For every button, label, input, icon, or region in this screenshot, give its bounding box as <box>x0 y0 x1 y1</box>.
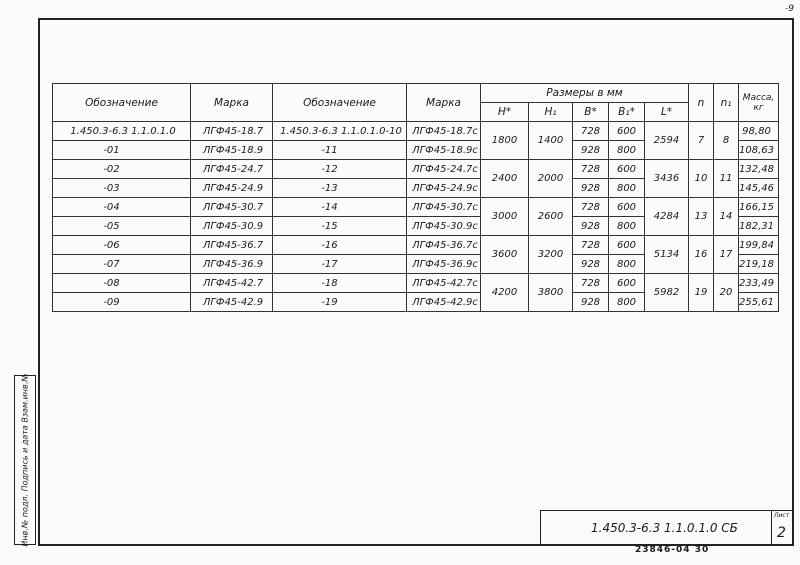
cell-n1: 14 <box>714 198 739 236</box>
archive-number: 23846-04 30 <box>635 545 710 555</box>
cell-massa: 166,15 <box>739 198 779 217</box>
cell-marka: ЛГФ45-24.7 <box>191 160 273 179</box>
title-block <box>540 510 794 546</box>
cell-n1: 20 <box>714 274 739 312</box>
cell-oboznachenie-2: -19 <box>273 293 407 312</box>
cell-marka: ЛГФ45-24.9 <box>191 179 273 198</box>
cell-B1: 600 <box>609 160 645 179</box>
cell-marka: ЛГФ45-36.9 <box>191 255 273 274</box>
cell-H: 3600 <box>481 236 529 274</box>
header-massa: Масса, кг <box>739 84 779 122</box>
cell-B: 728 <box>573 122 609 141</box>
cell-marka-2: ЛГФ45-18.7с <box>407 122 481 141</box>
cell-n: 13 <box>689 198 714 236</box>
cell-B: 728 <box>573 274 609 293</box>
cell-B1: 800 <box>609 179 645 198</box>
cell-oboznachenie: -06 <box>53 236 191 255</box>
table-body <box>53 122 779 312</box>
cell-massa: 182,31 <box>739 217 779 236</box>
cell-oboznachenie-2: 1.450.3-6.3 1.1.0.1.0-10 <box>273 122 407 141</box>
cell-marka-2: ЛГФ45-24.9с <box>407 179 481 198</box>
sheet-box <box>771 511 793 545</box>
header-L: L* <box>645 103 689 122</box>
cell-n1: 17 <box>714 236 739 274</box>
cell-L: 5982 <box>645 274 689 312</box>
cell-marka-2: ЛГФ45-30.7с <box>407 198 481 217</box>
cell-oboznachenie: -09 <box>53 293 191 312</box>
header-H1: H₁ <box>529 103 573 122</box>
cell-oboznachenie: -07 <box>53 255 191 274</box>
header-razmery: Размеры в мм <box>481 84 689 103</box>
sheet-label: Лист <box>774 512 790 519</box>
cell-marka: ЛГФ45-36.7 <box>191 236 273 255</box>
cell-massa: 145,46 <box>739 179 779 198</box>
cell-oboznachenie: -08 <box>53 274 191 293</box>
cell-B1: 800 <box>609 255 645 274</box>
cell-B: 728 <box>573 236 609 255</box>
document-code: 1.450.3-6.3 1.1.0.1.0 СБ <box>591 521 738 535</box>
cell-H: 4200 <box>481 274 529 312</box>
side-stamp-text: Инв.№ подл. Подпись и дата Взам.инв.№ <box>20 373 30 547</box>
cell-oboznachenie-2: -16 <box>273 236 407 255</box>
cell-H1: 3200 <box>529 236 573 274</box>
cell-marka: ЛГФ45-30.7 <box>191 198 273 217</box>
cell-oboznachenie: -02 <box>53 160 191 179</box>
header-oboznachenie: Обозначение <box>53 84 191 122</box>
cell-marka-2: ЛГФ45-24.7с <box>407 160 481 179</box>
cell-B: 928 <box>573 179 609 198</box>
header-n1: n₁ <box>714 84 739 122</box>
specification-table <box>52 83 779 312</box>
header-B: B* <box>573 103 609 122</box>
corner-mark: -9 <box>785 4 794 14</box>
cell-marka: ЛГФ45-18.7 <box>191 122 273 141</box>
cell-n: 16 <box>689 236 714 274</box>
cell-massa: 219,18 <box>739 255 779 274</box>
cell-oboznachenie: -05 <box>53 217 191 236</box>
cell-H: 2400 <box>481 160 529 198</box>
cell-L: 2594 <box>645 122 689 160</box>
table-row <box>53 274 779 293</box>
table-row <box>53 236 779 255</box>
cell-oboznachenie-2: -14 <box>273 198 407 217</box>
side-stamp <box>14 375 36 545</box>
cell-massa: 199,84 <box>739 236 779 255</box>
cell-H1: 1400 <box>529 122 573 160</box>
cell-B1: 800 <box>609 217 645 236</box>
cell-n: 10 <box>689 160 714 198</box>
cell-B1: 600 <box>609 236 645 255</box>
cell-B: 928 <box>573 141 609 160</box>
cell-oboznachenie-2: -11 <box>273 141 407 160</box>
cell-L: 5134 <box>645 236 689 274</box>
cell-marka: ЛГФ45-42.7 <box>191 274 273 293</box>
cell-n: 19 <box>689 274 714 312</box>
cell-marka: ЛГФ45-30.9 <box>191 217 273 236</box>
header-marka: Марка <box>191 84 273 122</box>
cell-oboznachenie: 1.450.3-6.3 1.1.0.1.0 <box>53 122 191 141</box>
cell-oboznachenie-2: -15 <box>273 217 407 236</box>
cell-oboznachenie-2: -12 <box>273 160 407 179</box>
cell-H: 3000 <box>481 198 529 236</box>
cell-B: 728 <box>573 198 609 217</box>
cell-massa: 255,61 <box>739 293 779 312</box>
cell-B: 928 <box>573 217 609 236</box>
cell-B1: 800 <box>609 293 645 312</box>
table-row <box>53 198 779 217</box>
cell-oboznachenie: -03 <box>53 179 191 198</box>
cell-n1: 11 <box>714 160 739 198</box>
cell-B1: 600 <box>609 198 645 217</box>
sheet-number: 2 <box>777 525 786 541</box>
cell-oboznachenie: -01 <box>53 141 191 160</box>
cell-B1: 600 <box>609 274 645 293</box>
table-row <box>53 122 779 141</box>
cell-B1: 800 <box>609 141 645 160</box>
cell-marka-2: ЛГФ45-36.9с <box>407 255 481 274</box>
cell-massa: 98,80 <box>739 122 779 141</box>
cell-marka: ЛГФ45-42.9 <box>191 293 273 312</box>
cell-oboznachenie-2: -17 <box>273 255 407 274</box>
cell-H1: 2000 <box>529 160 573 198</box>
cell-oboznachenie-2: -13 <box>273 179 407 198</box>
cell-H: 1800 <box>481 122 529 160</box>
cell-massa: 132,48 <box>739 160 779 179</box>
cell-massa: 233,49 <box>739 274 779 293</box>
cell-B1: 600 <box>609 122 645 141</box>
cell-massa: 108,63 <box>739 141 779 160</box>
header-marka-2: Марка <box>407 84 481 122</box>
table-row <box>53 160 779 179</box>
cell-L: 4284 <box>645 198 689 236</box>
cell-n: 7 <box>689 122 714 160</box>
cell-B: 928 <box>573 293 609 312</box>
cell-marka-2: ЛГФ45-42.9с <box>407 293 481 312</box>
header-H: H* <box>481 103 529 122</box>
cell-marka-2: ЛГФ45-42.7с <box>407 274 481 293</box>
cell-L: 3436 <box>645 160 689 198</box>
cell-H1: 3800 <box>529 274 573 312</box>
cell-marka-2: ЛГФ45-18.9с <box>407 141 481 160</box>
cell-B: 928 <box>573 255 609 274</box>
header-n: n <box>689 84 714 122</box>
cell-marka: ЛГФ45-18.9 <box>191 141 273 160</box>
cell-oboznachenie: -04 <box>53 198 191 217</box>
cell-marka-2: ЛГФ45-30.9с <box>407 217 481 236</box>
cell-oboznachenie-2: -18 <box>273 274 407 293</box>
cell-H1: 2600 <box>529 198 573 236</box>
cell-B: 728 <box>573 160 609 179</box>
header-B1: B₁* <box>609 103 645 122</box>
cell-n1: 8 <box>714 122 739 160</box>
cell-marka-2: ЛГФ45-36.7с <box>407 236 481 255</box>
header-oboznachenie-2: Обозначение <box>273 84 407 122</box>
